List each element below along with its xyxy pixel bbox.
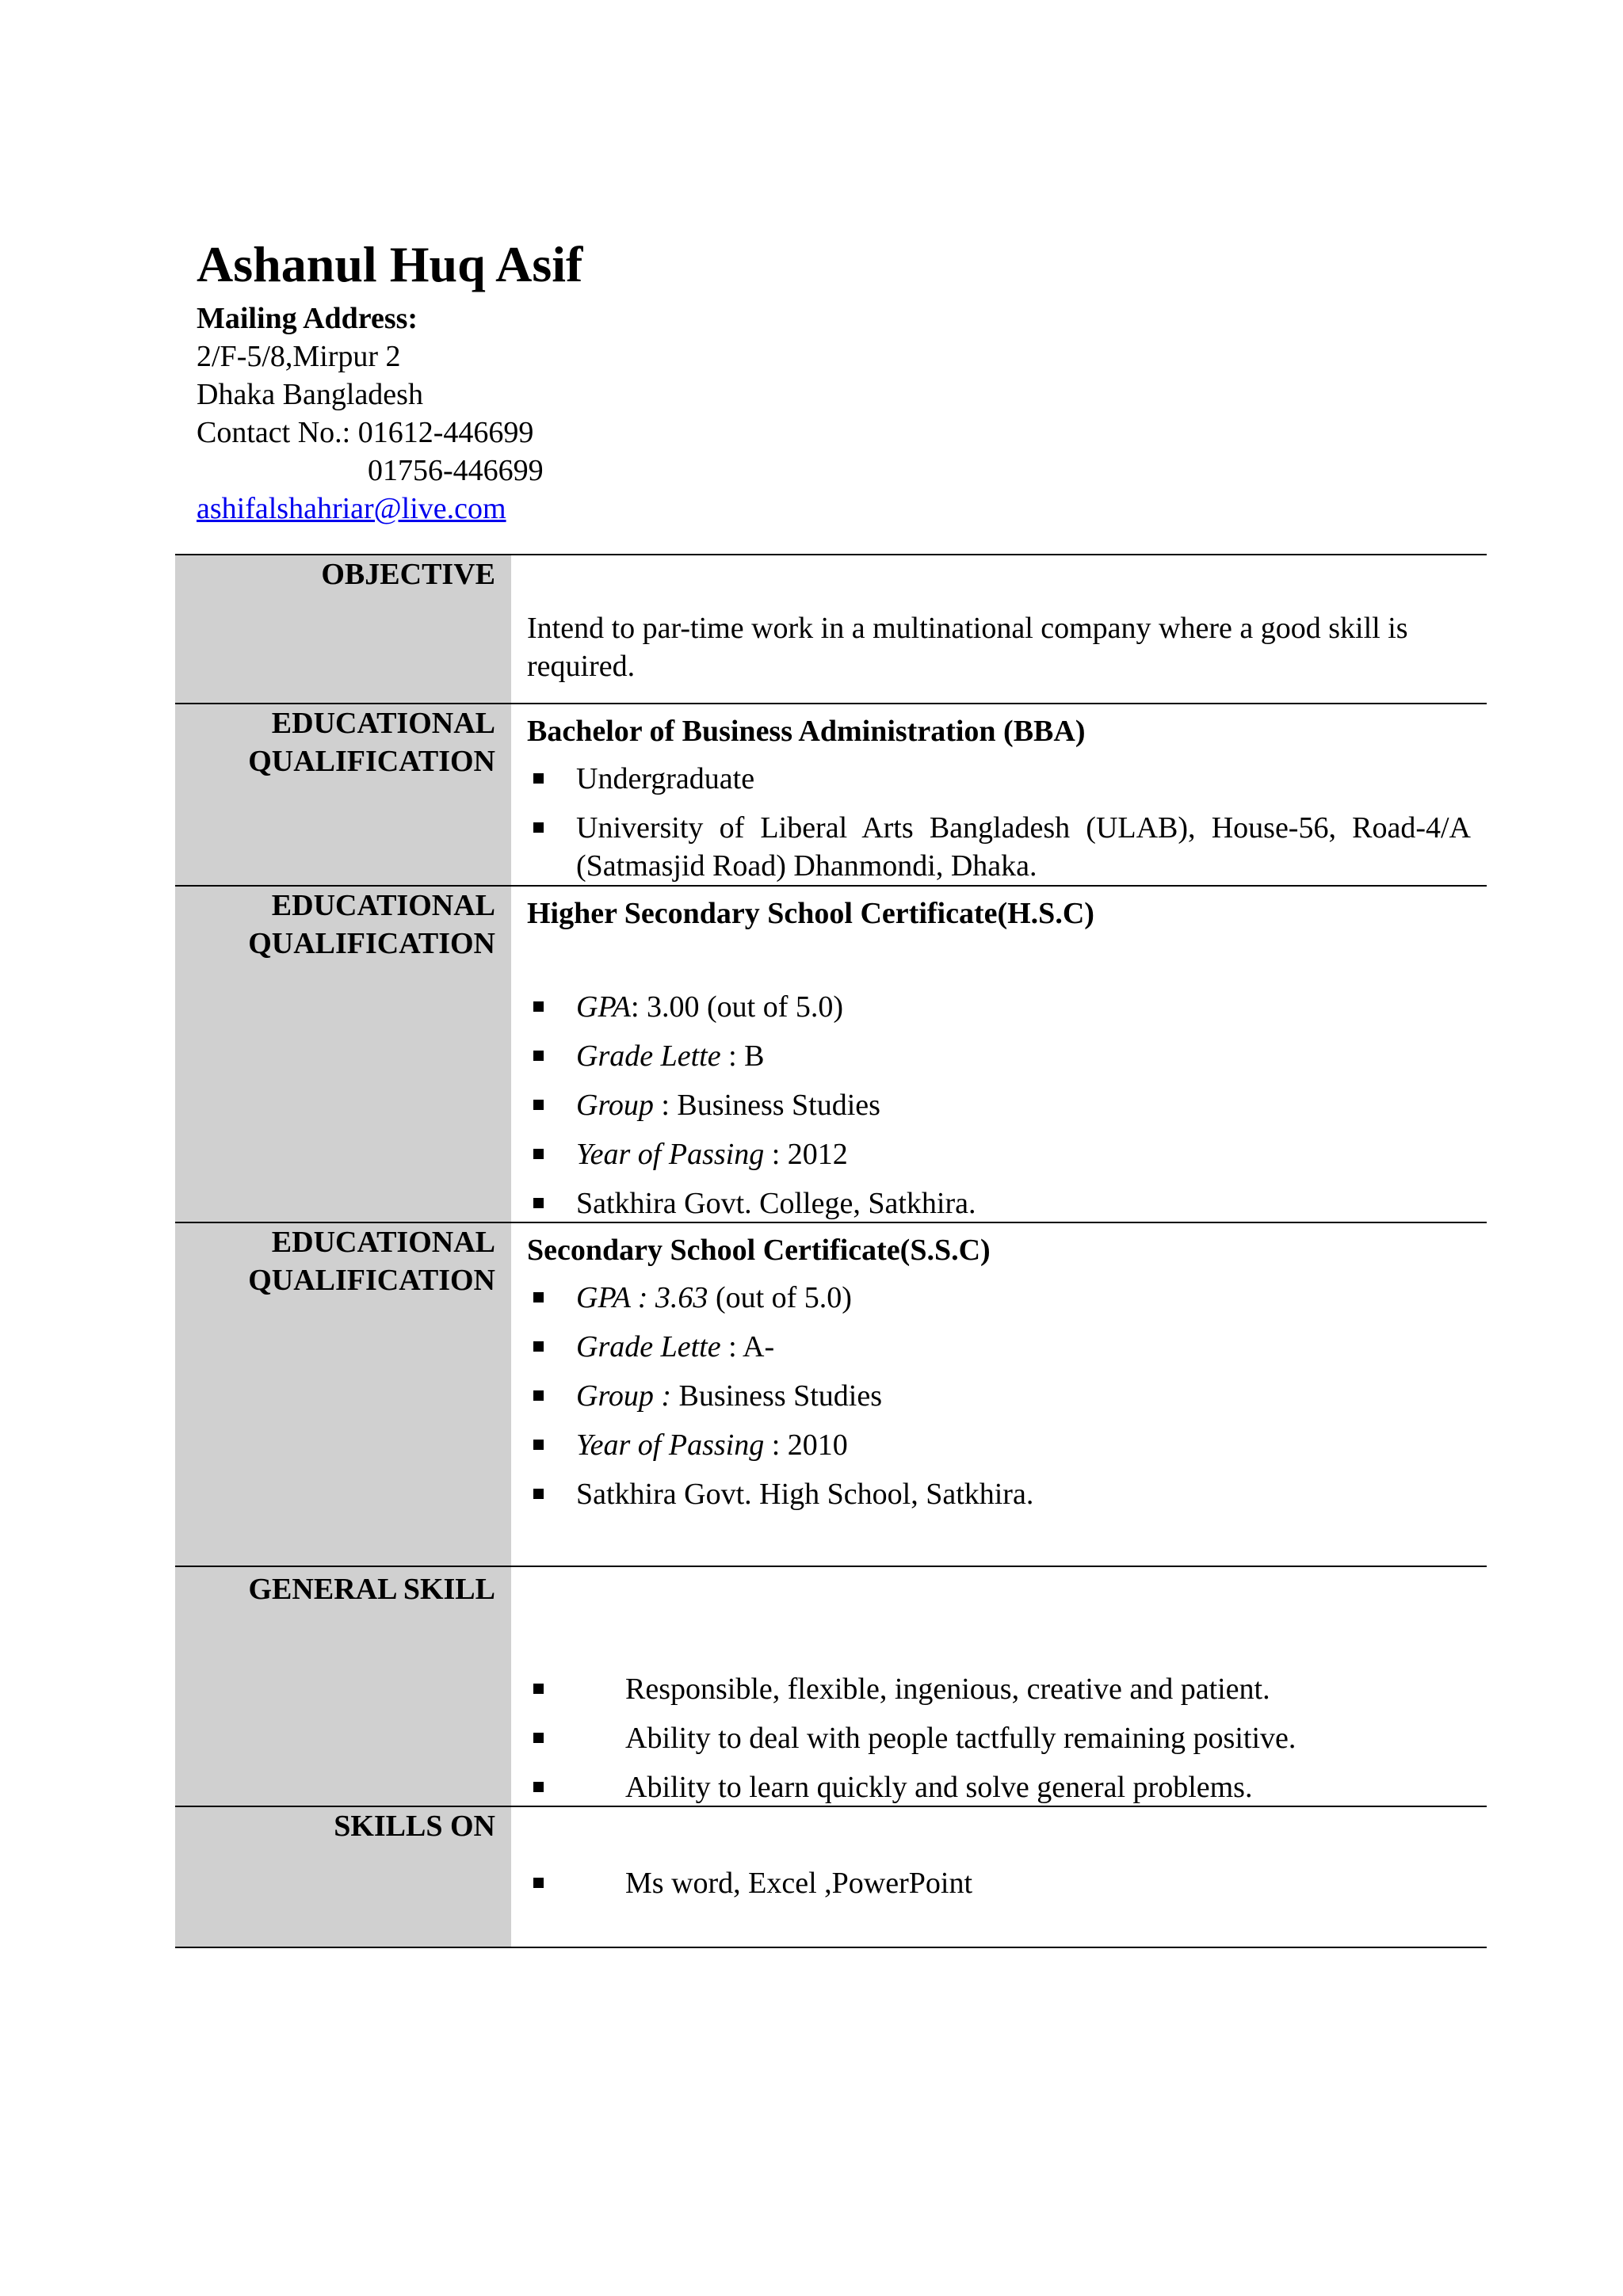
education-content-cell — [511, 704, 1487, 885]
contact-number-2: 01756-446699 — [368, 454, 544, 487]
contact-number-1: Contact No.: 01612-446699 — [197, 416, 534, 449]
email-link[interactable]: ashifalshahriar@live.com — [197, 492, 506, 525]
general-skill-list — [527, 1670, 1471, 1806]
list-item: GPA : 3.63 (out of 5.0) — [527, 1279, 1471, 1317]
resume-header — [197, 231, 1306, 528]
education-label-cell — [175, 887, 511, 1222]
list-item: Undergraduate — [527, 760, 1471, 798]
list-item: Grade Lette : A- — [527, 1328, 1471, 1366]
bullet-square-icon — [533, 1684, 544, 1694]
degree-title: Higher Secondary School Certificate(H.S.C) — [527, 897, 1094, 930]
list-item: Group : Business Studies — [527, 1377, 1471, 1415]
degree-title: Bachelor of Business Administration (BBA) — [527, 715, 1086, 748]
list-item: Ms word, Excel ,PowerPoint — [527, 1864, 1471, 1902]
general-skill-label: GENERAL SKILL — [248, 1573, 495, 1606]
objective-text: Intend to par-time work in a multinational company where a good skill is required. — [527, 612, 1408, 683]
education-label-line-1: EDUCATIONAL — [271, 1226, 495, 1259]
skills-on-row — [175, 1806, 1487, 1948]
objective-label-cell — [175, 555, 511, 703]
list-item: Grade Lette : B — [527, 1037, 1471, 1075]
skills-on-label-cell — [175, 1807, 511, 1947]
list-item: Year of Passing : 2012 — [527, 1135, 1471, 1173]
list-item: GPA: 3.00 (out of 5.0) — [527, 988, 1471, 1026]
bullet-square-icon — [533, 1878, 544, 1888]
applicant-name: Ashanul Huq Asif — [197, 236, 583, 292]
list-item: Satkhira Govt. College, Satkhira. — [527, 1184, 1471, 1222]
degree-details-list — [527, 1279, 1471, 1513]
education-label-line-2: QUALIFICATION — [248, 927, 495, 960]
education-label-cell — [175, 1223, 511, 1566]
list-item: Ability to learn quickly and solve general problems. — [527, 1768, 1471, 1806]
address-line-2: Dhaka Bangladesh — [197, 378, 423, 411]
resume-table — [175, 554, 1487, 1948]
bullet-square-icon — [533, 1440, 544, 1450]
degree-title: Secondary School Certificate(S.S.C) — [527, 1234, 991, 1267]
general-skill-content-cell — [511, 1567, 1487, 1806]
education-label-line-1: EDUCATIONAL — [271, 707, 495, 740]
education-content-cell — [511, 887, 1487, 1222]
objective-content-cell — [511, 555, 1487, 703]
education-label-cell — [175, 704, 511, 885]
bullet-square-icon — [533, 1733, 544, 1743]
education-label-line-2: QUALIFICATION — [248, 745, 495, 778]
education-label-line-2: QUALIFICATION — [248, 1264, 495, 1297]
bullet-square-icon — [533, 1390, 544, 1401]
bullet-square-icon — [533, 1292, 544, 1302]
bullet-square-icon — [533, 1149, 544, 1159]
general-skill-row — [175, 1566, 1487, 1806]
education-row-hsc — [175, 885, 1487, 1222]
list-item: Year of Passing : 2010 — [527, 1426, 1471, 1464]
mailing-address-label: Mailing Address: — [197, 302, 418, 335]
list-item: Satkhira Govt. High School, Satkhira. — [527, 1475, 1471, 1513]
objective-row — [175, 554, 1487, 703]
bullet-square-icon — [533, 1100, 544, 1110]
education-label-line-1: EDUCATIONAL — [271, 889, 495, 922]
bullet-square-icon — [533, 822, 544, 833]
objective-label: OBJECTIVE — [321, 558, 495, 591]
education-row-bba — [175, 703, 1487, 885]
general-skill-label-cell — [175, 1567, 511, 1806]
degree-details-list — [527, 760, 1471, 885]
list-item: Ability to deal with people tactfully remaining positive. — [527, 1719, 1471, 1757]
bullet-square-icon — [533, 1782, 544, 1792]
bullet-square-icon — [533, 1001, 544, 1012]
skills-on-label: SKILLS ON — [334, 1810, 495, 1843]
skills-on-list — [527, 1864, 1471, 1902]
bullet-square-icon — [533, 1051, 544, 1061]
list-item: Group : Business Studies — [527, 1086, 1471, 1124]
bullet-square-icon — [533, 1341, 544, 1352]
education-row-ssc — [175, 1222, 1487, 1566]
bullet-square-icon — [533, 1198, 544, 1208]
bullet-square-icon — [533, 773, 544, 784]
list-item: University of Liberal Arts Bangladesh (ULAB), House-56, Road-4/A (Satmasjid Road) Dhanmondi, Dhaka. — [527, 809, 1471, 885]
skills-on-content-cell — [511, 1807, 1487, 1947]
education-content-cell — [511, 1223, 1487, 1566]
list-item: Responsible, flexible, ingenious, creative and patient. — [527, 1670, 1471, 1708]
address-line-1: 2/F-5/8,Mirpur 2 — [197, 340, 401, 373]
degree-details-list — [527, 988, 1471, 1222]
bullet-square-icon — [533, 1489, 544, 1499]
